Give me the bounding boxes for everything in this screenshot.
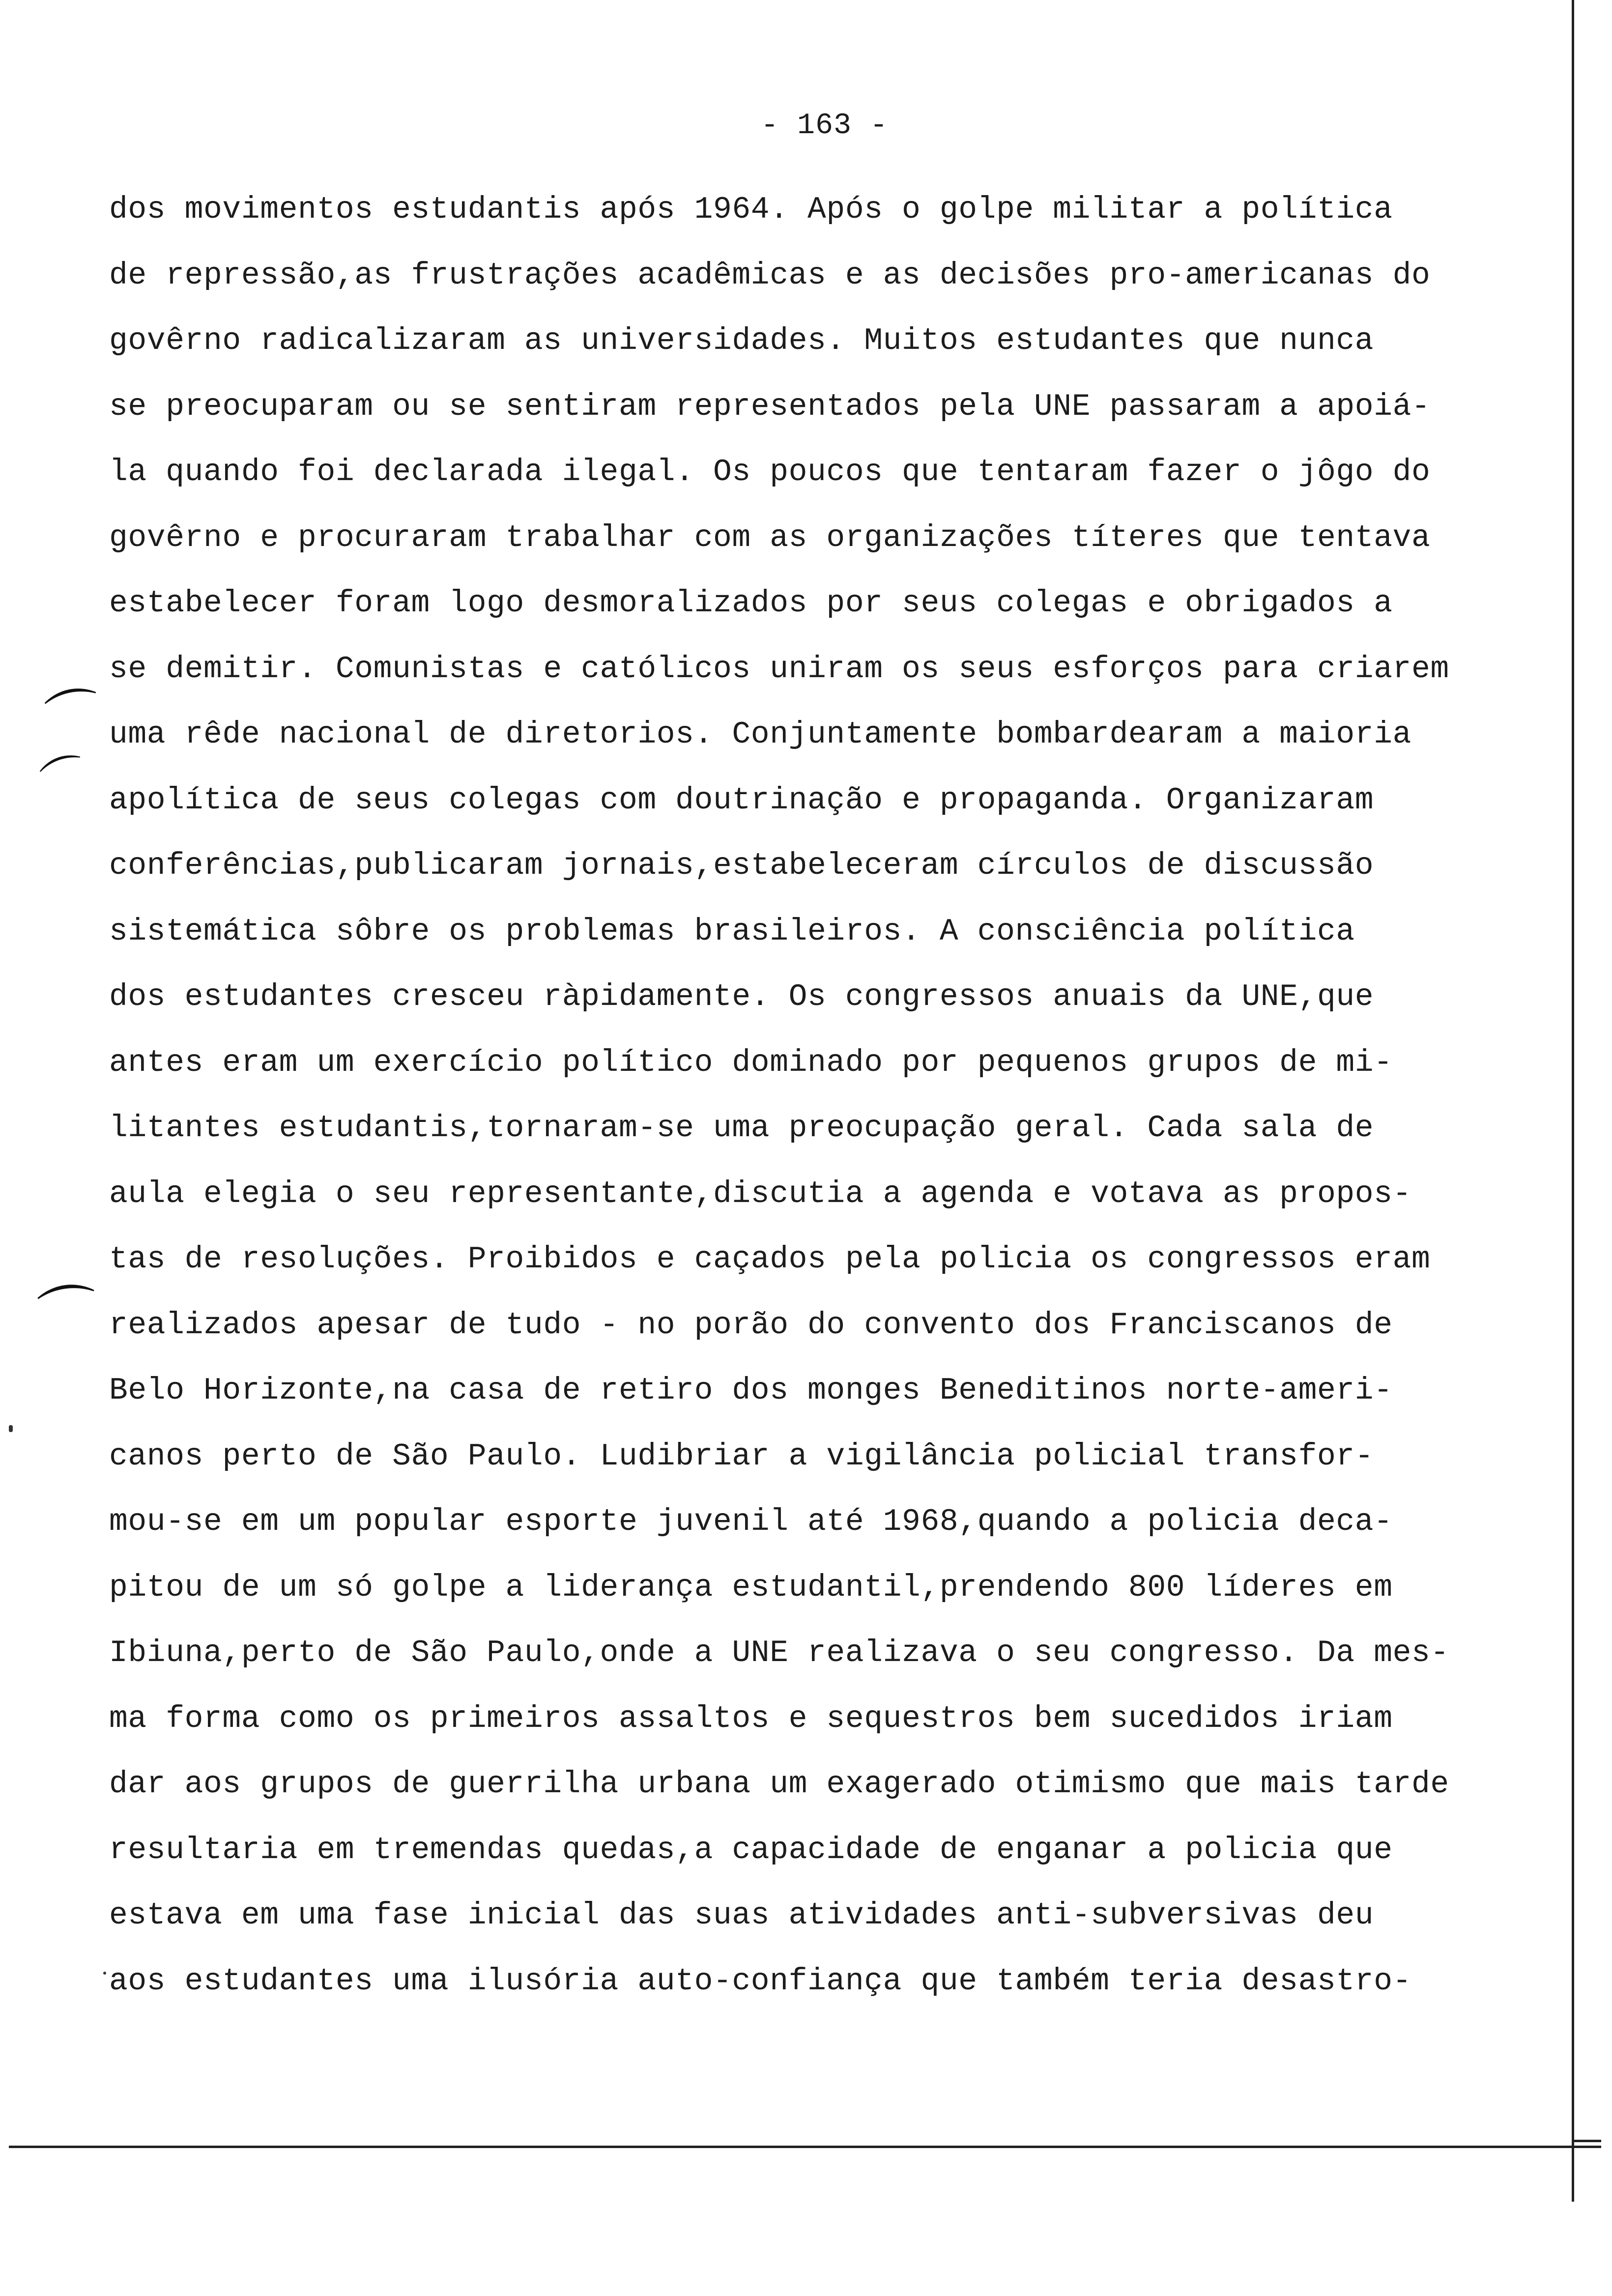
- text-line: tas de resoluções. Proibidos e caçados pela policia os congressos eram: [109, 1242, 1431, 1277]
- text-line: apolítica de seus colegas com doutrinação e propaganda. Organizaram: [109, 782, 1374, 818]
- text-line: govêrno e procuraram trabalhar com as organizações títeres que tentava: [109, 520, 1431, 555]
- text-line: realizados apesar de tudo - no porão do convento dos Franciscanos de: [109, 1307, 1393, 1343]
- text-line: de repressão,as frustrações acadêmicas e as decisões pro-americanas do: [109, 258, 1431, 293]
- text-line: resultaria em tremendas quedas,a capacidade de enganar a policia que: [109, 1832, 1393, 1867]
- text-line: sistemática sôbre os problemas brasileiros. A consciência política: [109, 914, 1355, 949]
- text-line: Ibiuna,perto de São Paulo,onde a UNE realizava o seu congresso. Da mes-: [109, 1636, 1449, 1670]
- text-line: pitou de um só golpe a liderança estudantil,prendendo 800 líderes em: [109, 1570, 1393, 1605]
- text-line: uma rêde nacional de diretorios. Conjuntamente bombardearam a maioria: [109, 717, 1412, 752]
- text-line: litantes estudantis,tornaram-se uma preocupação geral. Cada sala de: [109, 1111, 1374, 1146]
- text-line: aos estudantes uma ilusória auto-confiança que também teria desastro-: [109, 1963, 1412, 1999]
- page-number: - 163 -: [761, 109, 889, 143]
- text-line: govêrno radicalizaram as universidades. Muitos estudantes que nunca: [109, 323, 1374, 358]
- text-line: estabelecer foram logo desmoralizados por seus colegas e obrigados a: [109, 586, 1393, 621]
- text-line: ma forma como os primeiros assaltos e sequestros bem sucedidos iriam: [109, 1701, 1393, 1736]
- text-line: conferências,publicaram jornais,estabeleceram círculos de discussão: [109, 848, 1374, 883]
- text-line: se preocuparam ou se sentiram representados pela UNE passaram a apoiá-: [109, 389, 1431, 424]
- text-line: mou-se em um popular esporte juvenil até 1968,quando a policia deca-: [109, 1504, 1393, 1539]
- ink-speck: [9, 1425, 13, 1432]
- text-line: dos estudantes cresceu ràpidamente. Os congressos anuais da UNE,que: [109, 979, 1374, 1014]
- text-line: la quando foi declarada ilegal. Os poucos que tentaram fazer o jôgo do: [109, 455, 1431, 489]
- margin-annotation-mark: ⌒: [35, 746, 95, 811]
- text-line: dos movimentos estudantis após 1964. Após o golpe militar a política: [109, 192, 1393, 227]
- text-line: antes eram um exercício político dominado por pequenos grupos de mi-: [109, 1045, 1393, 1080]
- margin-annotation-mark: ⌒: [41, 679, 108, 753]
- text-line: canos perto de São Paulo. Ludibriar a vigilância policial transfor-: [109, 1438, 1374, 1474]
- bottom-rule-corner: [1572, 2140, 1601, 2142]
- text-line: aula elegia o seu representante,discutia a agenda e votava as propos-: [109, 1176, 1412, 1211]
- text-line: estava em uma fase inicial das suas atividades anti-subversivas deu: [109, 1898, 1374, 1933]
- right-margin-rule: [1572, 0, 1574, 2202]
- bottom-rule: [9, 2146, 1601, 2148]
- margin-annotation-mark: ⌒: [34, 1277, 103, 1353]
- body-text: [109, 177, 1564, 2014]
- text-line: Belo Horizonte,na casa de retiro dos monges Beneditinos norte-ameri-: [109, 1373, 1393, 1408]
- ink-speck: [103, 1972, 106, 1975]
- text-line: se demitir. Comunistas e católicos uniram os seus esforços para criarem: [109, 651, 1449, 687]
- text-line: dar aos grupos de guerrilha urbana um exagerado otimismo que mais tarde: [109, 1767, 1449, 1802]
